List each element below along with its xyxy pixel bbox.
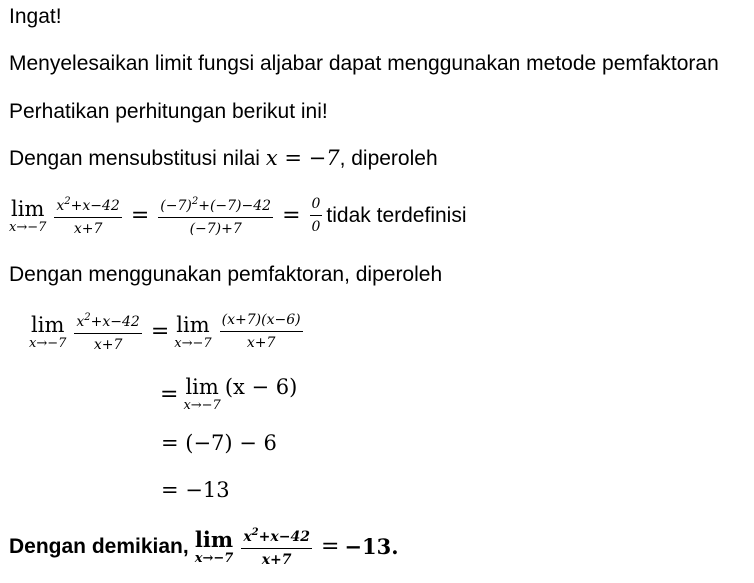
rational-function bbox=[54, 193, 121, 238]
note-heading: Ingat! bbox=[9, 5, 62, 28]
rule-text: Menyelesaikan limit fungsi aljabar dapat menggunakan metode pemfaktoran bbox=[9, 52, 719, 75]
undefined-label: tidak terdefinisi bbox=[326, 203, 467, 227]
zero-over-zero: $\frac{0}{0}$ bbox=[311, 195, 321, 235]
denominator: x+7 bbox=[73, 221, 103, 237]
lim-word: lim bbox=[11, 196, 45, 221]
limit-operator bbox=[9, 198, 46, 234]
substitution-suffix: , diperoleh bbox=[339, 147, 438, 170]
equals-sign: = bbox=[130, 203, 150, 228]
limit-operator: lim x→−7 bbox=[194, 526, 234, 566]
substituted-numerator: $(-7)^2+(-7)-42$ bbox=[160, 196, 272, 214]
substituted-denominator: (−7)+7 bbox=[189, 221, 242, 237]
substitution-intro bbox=[9, 148, 438, 169]
substitution-equation bbox=[9, 193, 467, 238]
factoring-step-1 bbox=[29, 309, 307, 354]
rational-function: $\frac{x^2+x-42}{x+7}$ bbox=[76, 312, 140, 353]
instruction-text: Perhatikan perhitungan berikut ini! bbox=[9, 100, 328, 123]
limit-operator: lim x→−7 bbox=[174, 312, 212, 351]
rational-function: $\frac{x^2+x-42}{x+7}$ bbox=[243, 527, 310, 568]
substitution-value: x = −7 bbox=[265, 146, 340, 170]
factoring-step-4: = −13 bbox=[161, 478, 230, 502]
limit-operator: lim x→−7 bbox=[29, 312, 67, 351]
simplified-expression: (x − 6) bbox=[224, 375, 298, 399]
substitution-prefix: Dengan mensubstitusi nilai bbox=[9, 147, 266, 170]
equals-sign: = bbox=[282, 203, 301, 228]
lim-subscript: x→−7 bbox=[9, 219, 47, 235]
equals-sign: = bbox=[150, 319, 170, 344]
conclusion-prefix: Dengan demikian, bbox=[9, 534, 189, 558]
conclusion: Dengan demikian, lim x→−7 $\frac{x^2+x-42}{x+7}$ = −13. bbox=[9, 524, 399, 569]
factoring-step-3: = (−7) − 6 bbox=[161, 431, 277, 455]
final-answer: −13. bbox=[344, 534, 399, 559]
numerator: $x^2+x-42$ bbox=[56, 196, 120, 214]
limit-operator: lim x→−7 bbox=[183, 375, 221, 413]
factoring-intro: Dengan menggunakan pemfaktoran, diperoleh bbox=[9, 263, 443, 286]
factored-fraction: $\frac{(x+7)(x-6)}{x+7}$ bbox=[221, 311, 301, 351]
substituted-fraction bbox=[158, 193, 273, 238]
factoring-step-2: = lim x→−7 (x − 6) bbox=[160, 375, 298, 413]
